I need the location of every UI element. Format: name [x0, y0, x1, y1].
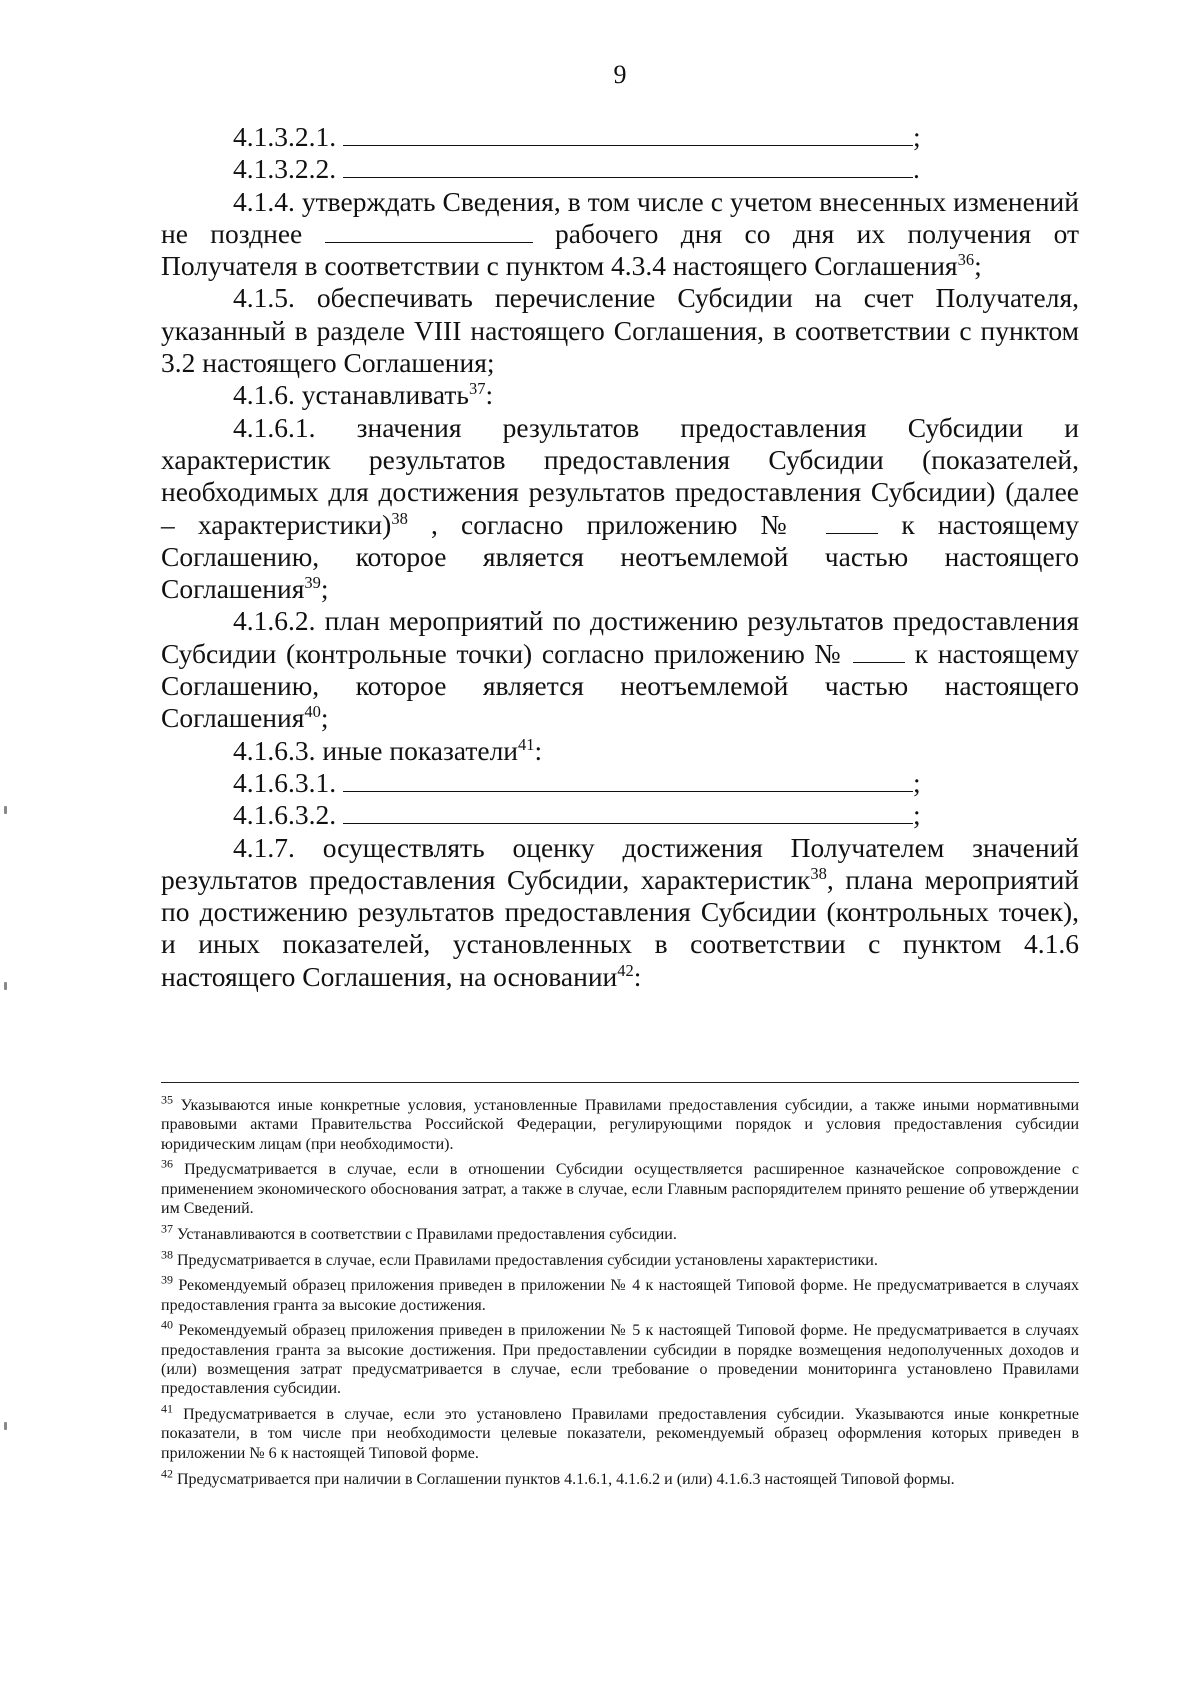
footnote-ref: 39	[304, 573, 321, 592]
footnote-number: 38	[161, 1247, 173, 1262]
document-body	[161, 121, 1079, 993]
footnote-ref: 37	[468, 379, 486, 399]
footnote-number: 37	[161, 1221, 173, 1236]
blank-line	[343, 123, 913, 146]
paragraph-4-1-6: 4.1.6. устанавливать$^{37}$:	[233, 379, 494, 411]
footnote-separator	[161, 1082, 1079, 1083]
footnote: $^{36}$ Предусматривается в случае, если в отношении Субсидии осуществляется расширенное казначейское сопровождение с применением экономического обоснования затрат, а также в случае, если Главным распорядителем принято решение об утверждении им Сведений.	[161, 1157, 1079, 1217]
blank-line	[325, 220, 533, 243]
page-number: 9	[613, 60, 627, 89]
paragraph-4-1-7: 4.1.7. осуществлять оценку достижения Получателем значений результатов предоставления Субсидии, характеристик$^{38}$, плана мероприятий по достижению результатов предоставления Субсидии (контрольных точек), и иных показателей, установленных в соответствии с пунктом 4.1.6 настоящего Соглашения, на основании$^{42}$:	[161, 831, 1079, 992]
footnote: $^{37}$ Устанавливаются в соответствии с Правилами предоставления субсидии.	[161, 1221, 677, 1243]
footnotes	[161, 1092, 1080, 1495]
paragraph-4-1-4: 4.1.4. утверждать Сведения, в том числе с учетом внесенных изменений не позднее рабочего дня со дня их получения от Получателя в соответствии с пунктом 4.3.4 настоящего Соглашения$^{36}$;	[161, 185, 1079, 282]
footnote-ref: 42	[617, 960, 634, 980]
scan-margin-mark	[4, 1422, 7, 1430]
footnote: $^{35}$ Указываются иные конкретные условия, установленные Правилами предоставления субсидии, а также иными нормативными правовыми актами Правительства Российской Федерации, регулирующими порядок и условия предоставления субсидии юридическим лицам (при необходимости).	[161, 1092, 1080, 1153]
paragraph-4-1-6-1: 4.1.6.1. значения результатов предоставления Субсидии и характеристик результатов предоставления Субсидии (показателей, необходимых для достижения результатов предоставления Субсидии) (далее – характеристики)$^{38}$ , согласно приложению № к настоящему Соглашению, которое является неотъемлемой частью настоящего Соглашения$^{39}$;	[161, 411, 1080, 605]
footnote-ref: 41	[518, 734, 535, 754]
paragraph-4-1-6-3-2: 4.1.6.3.2. ;	[233, 799, 921, 831]
footnote: $^{40}$ Рекомендуемый образец приложения приведен в приложении № 5 к настоящей Типовой форме. Не предусматривается в случаях предоставления гранта за высокие достижения. При предоставлении субсидии в порядке возмещения недополученных доходов и (или) возмещения затрат предусматривается в случае, если требование о проведении мониторинга установлено Правилами предоставления субсидии.	[161, 1318, 1080, 1398]
footnote: $^{42}$ Предусматривается при наличии в Соглашении пунктов 4.1.6.1, 4.1.6.2 и (или) 4.1.6.3 настоящей Типовой формы.	[161, 1466, 955, 1488]
footnote-ref: 36	[957, 250, 975, 270]
footnote-ref: 40	[304, 702, 321, 722]
paragraph-4-1-6-3: 4.1.6.3. иные показатели$^{41}$:	[233, 734, 543, 766]
blank-line	[826, 511, 878, 534]
paragraph-4-1-6-3-1: 4.1.6.3.1. ;	[233, 766, 921, 798]
footnote: $^{38}$ Предусматривается в случае, если Правилами предоставления субсидии установлены характеристики.	[161, 1247, 878, 1269]
footnote-number: 40	[161, 1318, 173, 1333]
paragraph-4-1-3-2-2: 4.1.3.2.2. .	[233, 153, 920, 185]
blank-line	[343, 769, 913, 792]
footnote-number: 41	[161, 1401, 173, 1416]
paragraph-4-1-5: 4.1.5. обеспечивать перечисление Субсидии на счет Получателя, указанный в разделе VIII настоящего Соглашения, в соответствии с пунктом 3.2 настоящего Соглашения;	[161, 282, 1079, 379]
blank-line	[343, 155, 913, 178]
footnote-number: 39	[161, 1273, 173, 1288]
blank-line	[343, 801, 913, 824]
footnote-ref: 38	[391, 508, 408, 528]
footnote-number: 35	[161, 1092, 173, 1107]
footnote: $^{39}$ Рекомендуемый образец приложения приведен в приложении № 4 к настоящей Типовой форме. Не предусматривается в случаях предоставления гранта за высокие достижения.	[161, 1273, 1080, 1314]
scan-margin-mark	[4, 982, 7, 990]
footnote-number: 42	[161, 1466, 173, 1481]
paragraph-4-1-3-2-1: 4.1.3.2.1. ;	[233, 121, 921, 152]
paragraph-4-1-6-2: 4.1.6.2. план мероприятий по достижению результатов предоставления Субсидии (контрольные точки) согласно приложению № к настоящему Соглашению, которое является неотъемлемой частью настоящего Соглашения$^{40}$;	[161, 605, 1080, 734]
blank-line	[853, 640, 905, 663]
footnote-number: 36	[161, 1157, 173, 1172]
footnote-ref: 38	[810, 863, 827, 883]
footnote: $^{41}$ Предусматривается в случае, если это установлено Правилами предоставления субсидии. Указываются иные конкретные показатели, в том числе при необходимости целевые показатели, рекомендуемый образец оформления которых приведен в приложении № 6 к настоящей Типовой форме.	[161, 1401, 1080, 1462]
scan-margin-mark	[4, 806, 7, 814]
